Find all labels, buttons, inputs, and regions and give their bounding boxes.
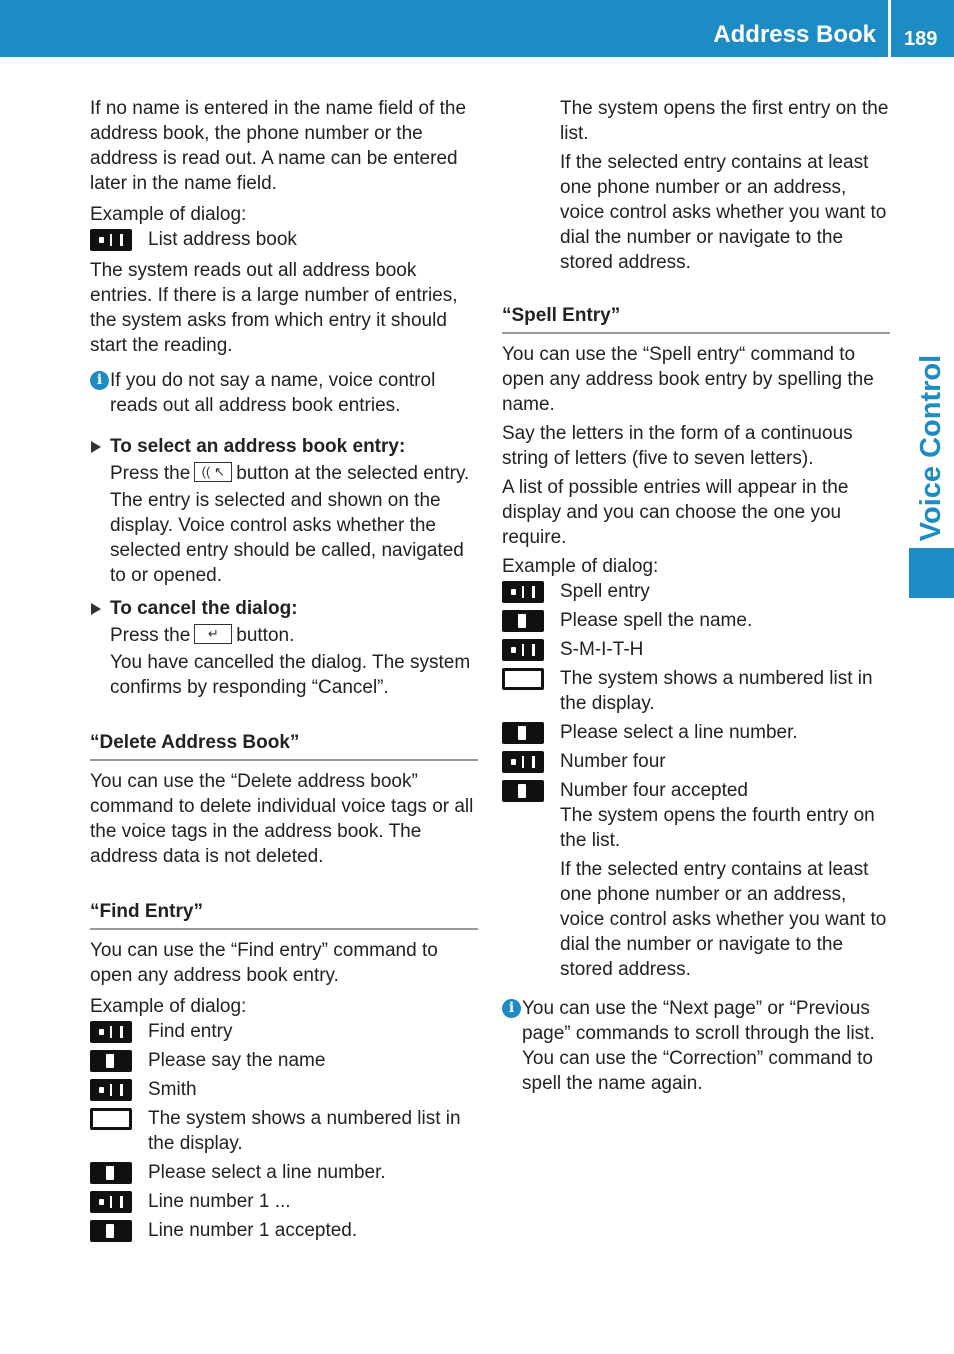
dialog-text: The system shows a numbered list in the display. [148, 1108, 461, 1154]
dialog-text: Spell entry [560, 581, 650, 602]
step-result: The entry is selected and shown on the display. Voice control asks whether the selected entry should be called, navigated to or opened. [110, 490, 464, 586]
step-instruction: Press the ↵ button. [110, 625, 295, 646]
find-continued-1: The system opens the first entry on the list. [560, 98, 889, 144]
intro-paragraph: If no name is entered in the name field of the address book, the phone number or the address is read out. A name can be entered later in the name field. [90, 98, 467, 194]
dialog-line [90, 1019, 478, 1044]
speaker-icon [502, 780, 544, 802]
dialog-list-read [90, 227, 478, 252]
spell-paragraph-1: You can use the “Spell entry“ command to open any address book entry by spelling the name. [502, 344, 874, 415]
step-arrow-icon [91, 603, 101, 615]
dialog-line [502, 637, 890, 662]
display-icon [90, 1108, 132, 1130]
speech-waves-icon [90, 1191, 132, 1213]
dialog-text: Find entry [148, 1021, 233, 1042]
dialog-line [90, 227, 478, 252]
speaker-icon [502, 722, 544, 744]
dialog-text: Please say the name [148, 1050, 326, 1071]
speech-waves-icon [502, 751, 544, 773]
section-heading-delete: “Delete Address Book” [90, 730, 478, 761]
info-note [502, 996, 890, 1096]
find-continued-2: If the selected entry contains at least one phone number or an address, voice control asks whether you want to dial the number or navigate to the stored address. [560, 152, 887, 273]
spell-paragraph-3: A list of possible entries will appear in the display and you can choose the one you require. [502, 477, 849, 548]
dialog-line [90, 1218, 478, 1243]
speech-waves-icon [502, 581, 544, 603]
left-column [90, 96, 478, 1247]
spell-after-2: If the selected entry contains at least one phone number or an address, voice control asks whether you want to dial the number or navigate to the stored address. [560, 859, 887, 980]
info-text: If you do not say a name, voice control reads out all address book entries. [110, 370, 436, 416]
side-tab-label: Voice Control [915, 354, 947, 542]
example-label: Example of dialog: [90, 204, 247, 225]
dialog-text: Please select a line number. [148, 1162, 386, 1183]
display-icon [502, 668, 544, 690]
speaker-icon [90, 1050, 132, 1072]
speaker-icon [90, 1162, 132, 1184]
back-button-icon: ↵ [194, 624, 232, 644]
dialog-text: Line number 1 accepted. [148, 1220, 358, 1241]
dialog-text: Please select a line number. [560, 722, 798, 743]
dialog-text: Please spell the name. [560, 610, 753, 631]
dialog-text: List address book [148, 229, 297, 250]
dialog-line [90, 1106, 478, 1156]
speech-waves-icon [90, 1079, 132, 1101]
step-arrow-icon [91, 441, 101, 453]
info-icon: i [502, 999, 521, 1018]
dialog-line [90, 1048, 478, 1073]
example-label: Example of dialog: [502, 556, 659, 577]
dialog-line [90, 1189, 478, 1214]
step-select-entry [90, 434, 478, 588]
speaker-icon [502, 610, 544, 632]
speaker-icon [90, 1220, 132, 1242]
step-heading: To cancel the dialog: [110, 598, 298, 619]
section-heading-find: “Find Entry” [90, 899, 478, 930]
chapter-title: Address Book [713, 21, 876, 48]
dialog-line [502, 778, 890, 803]
speech-waves-icon [90, 229, 132, 251]
page-number: 189 [904, 28, 938, 50]
speech-waves-icon [90, 1021, 132, 1043]
read-out-paragraph: The system reads out all address book entries. If there is a large number of entries, the system asks from which entry it should start the reading. [90, 260, 458, 356]
dialog-line [502, 749, 890, 774]
dialog-line [502, 666, 890, 716]
dialog-text: Number four [560, 751, 666, 772]
step-result: You have cancelled the dialog. The system confirms by responding “Cancel”. [110, 652, 471, 698]
header-bar [0, 0, 954, 57]
dialog-text: Number four accepted [560, 780, 748, 801]
example-label: Example of dialog: [90, 996, 247, 1017]
step-cancel-dialog [90, 596, 478, 700]
dialog-text: Smith [148, 1079, 197, 1100]
info-icon: i [90, 371, 109, 390]
speech-waves-icon [502, 639, 544, 661]
side-tab-marker [909, 548, 954, 598]
section-heading-spell: “Spell Entry” [502, 303, 890, 334]
dialog-text: The system shows a numbered list in the display. [560, 668, 873, 714]
step-heading: To select an address book entry: [110, 436, 406, 457]
dialog-line [502, 608, 890, 633]
spell-after-1: The system opens the fourth entry on the list. [560, 805, 875, 851]
dialog-line [502, 720, 890, 745]
spell-paragraph-2: Say the letters in the form of a continuous string of letters (five to seven letters). [502, 423, 853, 469]
dialog-line [502, 579, 890, 604]
dialog-text: S-M-I-T-H [560, 639, 644, 660]
dialog-line [90, 1160, 478, 1185]
delete-paragraph: You can use the “Delete address book” command to delete individual voice tags or all the voice tags in the address book. The address data is not deleted. [90, 771, 474, 867]
right-column [502, 96, 890, 1100]
dialog-find-entry [90, 1019, 478, 1243]
dialog-text: Line number 1 ... [148, 1191, 291, 1212]
info-note [90, 368, 478, 418]
step-instruction: Press the (( ↖ button at the selected entry. [110, 463, 470, 484]
dialog-line [90, 1077, 478, 1102]
header-divider [888, 0, 891, 57]
dialog-spell-entry [502, 579, 890, 803]
find-paragraph: You can use the “Find entry” command to open any address book entry. [90, 940, 438, 986]
talk-button-icon: (( ↖ [194, 462, 232, 482]
info-text: You can use the “Next page” or “Previous page” commands to scroll through the list. You can use the “Correction” command to spell the name again. [522, 998, 875, 1094]
